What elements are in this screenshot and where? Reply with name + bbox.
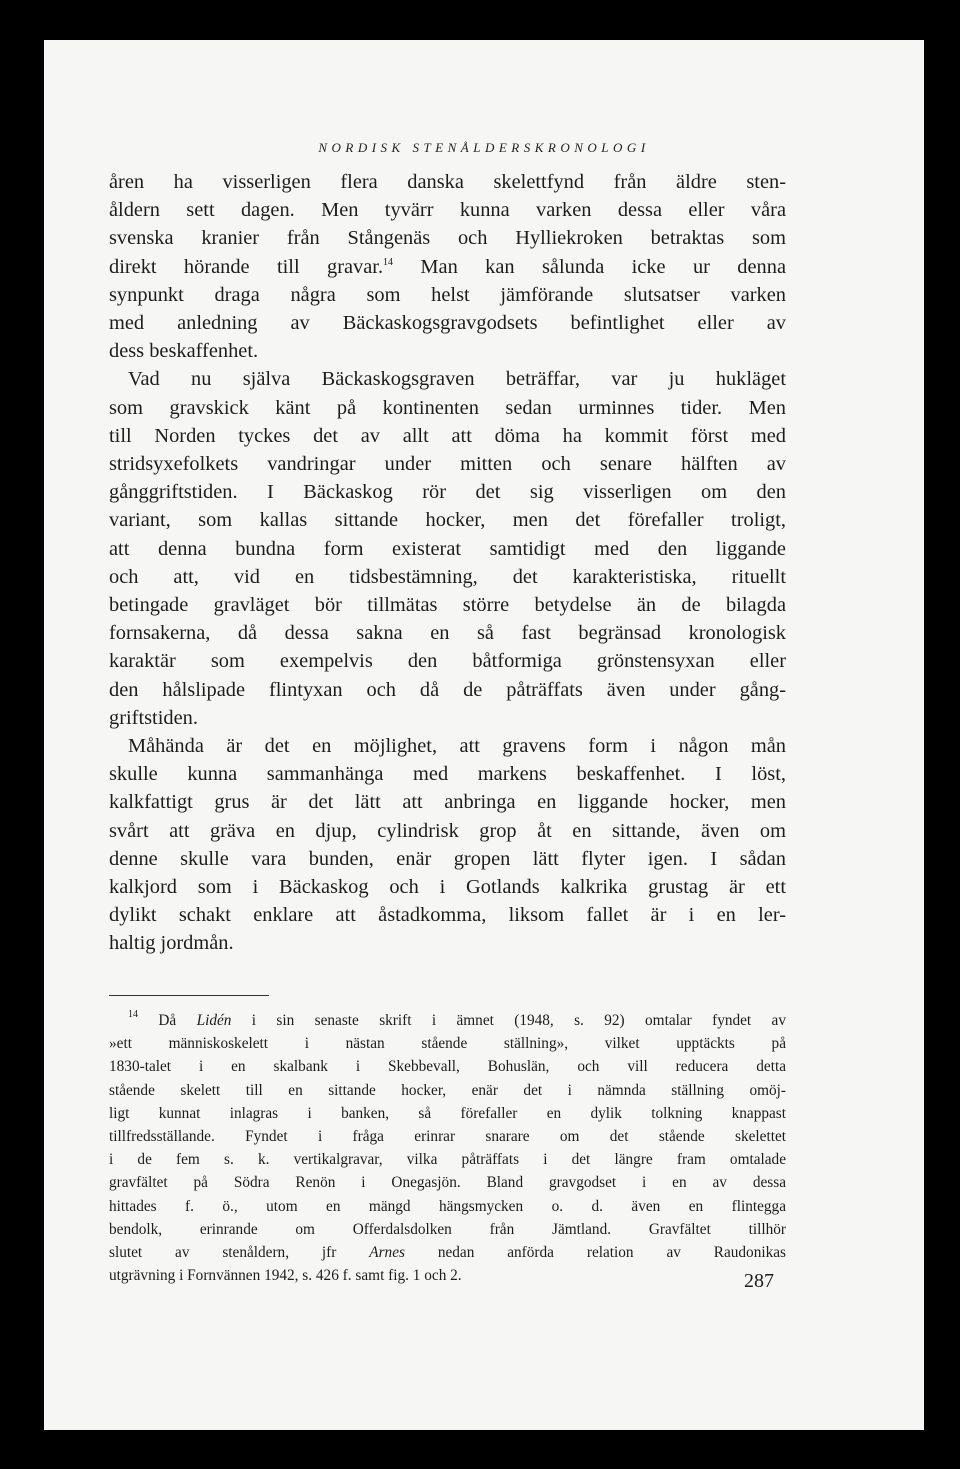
footnote-line [109,1241,786,1264]
running-header: NORDISK STENÅLDERSKRONOLOGI [318,140,650,155]
footnote-line-part: i sin senaste skrift i ämnet (1948, s. 92) omtalar fyndet av [231,1012,786,1029]
body-line: Vad nu själva Bäckaskogsgraven beträffar, var ju hukläget [128,368,786,391]
body-line: dess beskaffenhet. [109,340,259,363]
body-line: griftstiden. [109,706,198,729]
body-line: haltig jordmån. [109,932,234,955]
page-number: 287 [744,1270,774,1292]
footnote-author-name: Lidén [196,1012,232,1029]
body-line: Måhända är det en möjlighet, att gravens form i någon mån [128,735,786,758]
body-line: betingade gravläget bör tillmätas större betydelse än de bilagda [109,594,786,617]
body-line: denne skulle vara bunden, enär gropen lätt flyter igen. I sådan [109,847,786,870]
body-line: stridsyxefolkets vandringar under mitten och senare hälften av [109,453,786,476]
body-line: kalkjord som i Bäckaskog och i Gotlands kalkrika grustag är ett [109,876,786,899]
body-line: åren ha visserligen flera danska skelettfynd från äldre sten- [109,171,786,193]
footnote-line: stående skelett till en sittande hocker, enär det i nämnda ställning omöj- [109,1081,786,1099]
footnote-line: ligt kunnat inlagras i banken, så förefaller en dylik tolkning knappast [109,1104,786,1122]
body-line: fornsakerna, då dessa sakna en så fast begränsad kronologisk [109,622,786,645]
footnote-line-part: nedan anförda relation av Raudonikas [404,1244,786,1262]
footnote-line-part: Då [138,1012,197,1029]
body-text [109,168,786,958]
body-line-part: direkt hörande till gravar. [109,255,384,278]
body-line: åldern sett dagen. Men tyvärr kunna varken dessa eller våra [109,199,786,222]
footnote [109,1009,786,1287]
body-line: att denna bundna form existerat samtidigt med den liggande [109,537,786,560]
footnote-line: gravfältet på Södra Renön i Onegasjön. Bland gravgodset i en av dessa [109,1174,786,1192]
body-line: som gravskick känt på kontinenten sedan urminnes tider. Men [109,396,786,419]
body-line: synpunkt draga några som helst jämförande slutsatser varken [109,283,786,306]
body-line: den hålslipade flintyxan och då de påträffats även under gång- [109,678,786,701]
body-line: till Norden tyckes det av allt att döma ha kommit först med [109,424,786,447]
body-line: svårt att gräva en djup, cylindrisk grop åt en sittande, även om [109,819,786,842]
body-line: gånggriftstiden. I Bäckaskog rör det sig visserligen om den [109,481,786,504]
footnote-number: 14 [128,1009,138,1020]
body-line: och att, vid en tidsbestämning, det karakteristiska, rituellt [109,565,786,588]
footnote-divider [109,995,269,996]
body-line: variant, som kallas sittande hocker, men det förefaller troligt, [109,509,786,532]
footnote-line: »ett människoskelett i nästan stående ställning», vilket upptäckts på [109,1035,786,1053]
footnote-line: bendolk, erinrande om Offerdalsdolken från Jämtland. Gravfältet tillhör [109,1220,786,1238]
body-line: karaktär som exempelvis den båtformiga grönstensyxan eller [109,650,786,673]
footnote-line [109,1009,786,1032]
body-line: med anledning av Bäckaskogsgravgodsets befintlighet eller av [109,312,786,335]
footnote-line: i de fem s. k. vertikalgravar, vilka påträffats i det längre fram omtalade [109,1151,786,1169]
footnote-line: tillfredsställande. Fyndet i fråga erinrar snarare om det stående skelettet [109,1128,786,1146]
body-line: skulle kunna sammanhänga med markens beskaffenhet. I löst, [109,763,786,786]
footnote-author-name: Arnes [369,1244,405,1262]
document-page [44,40,924,1430]
footnote-ref: 14 [383,256,394,268]
body-line: svenska kranier från Stångenäs och Hylliekroken betraktas som [109,227,786,250]
footnote-line: hittades f. ö., utom en mängd hängsmycken o. d. även en flintegga [109,1197,786,1215]
body-line: kalkfattigt grus är det lätt att anbringa en liggande hocker, men [109,791,786,814]
body-line-part: Man kan sålunda icke ur denna [393,255,786,278]
footnote-line-part: slutet av stenåldern, jfr [109,1244,370,1262]
body-line: dylikt schakt enklare att åstadkomma, liksom fallet är i en ler- [109,904,786,927]
body-line [109,253,786,281]
footnote-line: utgrävning i Fornvännen 1942, s. 426 f. samt fig. 1 och 2. [109,1267,462,1285]
footnote-line: 1830-talet i en skalbank i Skebbevall, Bohuslän, och vill reducera detta [109,1058,786,1076]
